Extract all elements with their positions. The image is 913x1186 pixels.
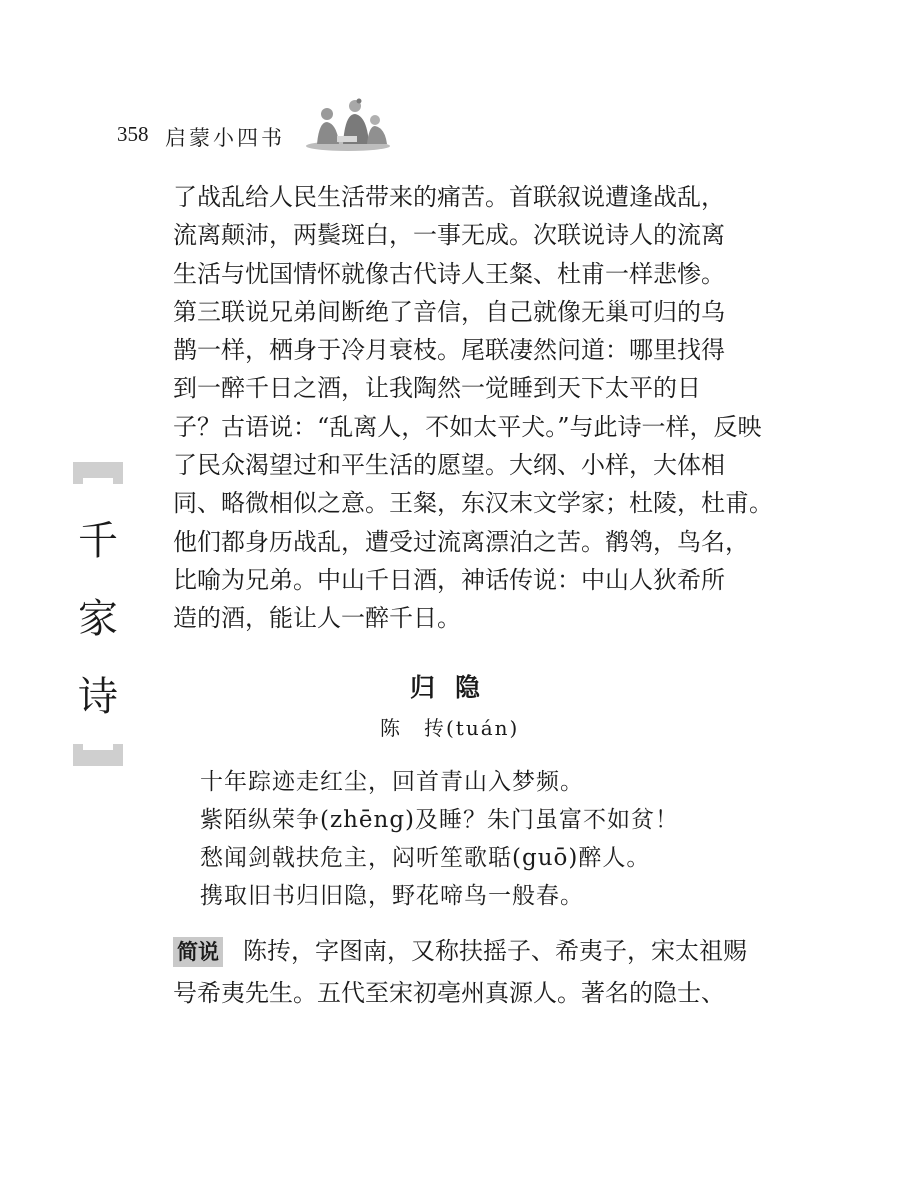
book-title: 启蒙小四书: [165, 126, 285, 150]
poem-line: 十年踪迹走红尘，回首青山入梦频。: [200, 769, 584, 795]
side-tab-bar-bottom: [73, 744, 123, 766]
text-line: 到一醉千日之酒，让我陶然一觉睡到天下太平的日: [173, 374, 701, 403]
text-line: 生活与忧国情怀就像古代诗人王粲、杜甫一样悲惨。: [173, 259, 725, 288]
section-side-tab: [73, 462, 123, 768]
poem-line: 紫陌纵荣争(zhēng)及睡？朱门虽富不如贫！: [200, 807, 680, 833]
commentary-paragraph: [173, 178, 773, 638]
text-line: 造的酒，能让人一醉千日。: [173, 604, 461, 633]
side-tab-char: 千: [78, 518, 118, 564]
note-line: [173, 930, 753, 972]
text-line: 比喻为兄弟。中山千日酒，神话传说：中山人狄希所: [173, 565, 725, 594]
note-label: 简说: [173, 937, 223, 967]
poem-body: [200, 763, 679, 915]
scholars-illustration-icon: [303, 98, 393, 152]
text-line: 同、略微相似之意。王粲，东汉末文学家；杜陵，杜甫。: [173, 489, 773, 518]
note-line: 号希夷先生。五代至宋初亳州真源人。著名的隐士、: [173, 979, 725, 1007]
text-line: 了战乱给人民生活带来的痛苦。首联叙说遭逢战乱，: [173, 183, 725, 211]
side-tab-bar-top: [73, 462, 123, 484]
text-line: 流离颠沛，两鬓斑白，一事无成。次联说诗人的流离: [173, 221, 725, 250]
side-tab-char: 诗: [78, 674, 118, 720]
side-tab-title: [73, 502, 123, 736]
text-line: 他们都身历战乱，遭受过流离漂泊之苦。鹡鸰，鸟名，: [173, 527, 749, 556]
brief-note: [173, 930, 753, 1014]
poem-author: 陈 抟(tuán): [380, 716, 520, 740]
poem-line: 愁闻剑戟扶危主，闷听笙歌聒(guō)醉人。: [200, 845, 651, 871]
poem-title: 归隐: [409, 673, 500, 702]
text-line: 了民众渴望过和平生活的愿望。大纲、小样，大体相: [173, 451, 725, 480]
text-line: 鹊一样，栖身于冷月衰枝。尾联凄然问道：哪里找得: [173, 336, 725, 365]
text-line: 子？古语说：“乱离人，不如太平犬。”与此诗一样，反映: [173, 412, 762, 441]
side-tab-char: 家: [78, 596, 118, 642]
poem-line: 携取旧书归旧隐，野花啼鸟一般春。: [200, 883, 584, 909]
page-number: 358: [117, 122, 149, 146]
note-text: 陈抟，字图南，又称扶摇子、希夷子，宋太祖赐: [243, 937, 747, 965]
text-line: 第三联说兄弟间断绝了音信，自己就像无巢可归的乌: [173, 297, 725, 326]
